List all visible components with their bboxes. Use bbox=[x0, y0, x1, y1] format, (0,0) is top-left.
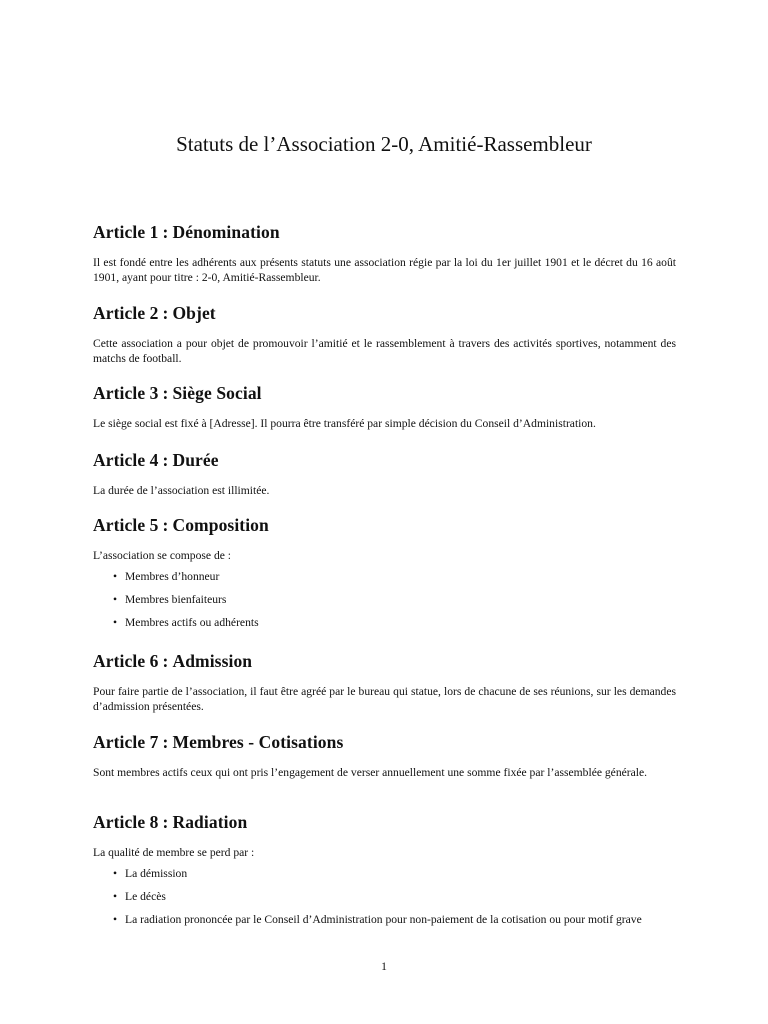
article-text: Sont membres actifs ceux qui ont pris l’engagement de verser annuellement une somme fixée par l’assemblée générale. bbox=[93, 766, 648, 779]
bullet-icon: • bbox=[113, 890, 118, 903]
bullet-icon: • bbox=[113, 570, 118, 583]
article-title: Durée bbox=[172, 450, 219, 470]
article-heading bbox=[93, 382, 676, 404]
radiation-list bbox=[93, 866, 676, 927]
article-number: Article 3 bbox=[93, 383, 159, 403]
article-heading bbox=[93, 514, 676, 536]
bullet-icon: • bbox=[113, 616, 118, 629]
article-text: La durée de l’association est illimitée. bbox=[93, 484, 270, 497]
article-text: Cette association a pour objet de promouvoir l’amitié et le rassemblement à travers des activités sportives, notamment des matchs de football. bbox=[93, 337, 676, 365]
article-heading bbox=[93, 449, 676, 471]
article-heading bbox=[93, 221, 676, 243]
article-3 bbox=[93, 382, 676, 431]
list-item-text: Membres actifs ou adhérents bbox=[125, 616, 259, 629]
article-1 bbox=[93, 221, 676, 285]
list-item bbox=[113, 569, 676, 584]
article-text: L’association se compose de : bbox=[93, 549, 232, 562]
article-text: Le siège social est fixé à [Adresse]. Il pourra être transféré par simple décision du Conseil d’Administration. bbox=[93, 417, 596, 430]
bullet-icon: • bbox=[113, 593, 118, 606]
list-item-text: La démission bbox=[125, 867, 188, 880]
list-item bbox=[113, 615, 676, 630]
article-6 bbox=[93, 650, 676, 714]
list-item bbox=[113, 889, 676, 904]
article-2 bbox=[93, 302, 676, 366]
article-number: Article 4 bbox=[93, 450, 159, 470]
article-4 bbox=[93, 449, 676, 498]
article-8 bbox=[93, 811, 676, 935]
list-item-text: La radiation prononcée par le Conseil d’Administration pour non-paiement de la cotisation ou pour motif grave bbox=[125, 913, 642, 926]
article-title: Objet bbox=[172, 303, 216, 323]
article-text: La qualité de membre se perd par : bbox=[93, 846, 255, 859]
article-7 bbox=[93, 731, 676, 780]
heading-separator: : bbox=[162, 450, 169, 470]
article-number: Article 6 bbox=[93, 651, 159, 671]
article-number: Article 8 bbox=[93, 812, 159, 832]
heading-separator: : bbox=[162, 651, 169, 671]
article-heading bbox=[93, 650, 676, 672]
heading-separator: : bbox=[162, 383, 169, 403]
heading-separator: : bbox=[162, 812, 169, 832]
article-text: Pour faire partie de l’association, il faut être agréé par le bureau qui statue, lors de chacune de ses réunions, sur les demandes d’admission présentées. bbox=[93, 685, 676, 713]
heading-separator: : bbox=[162, 303, 169, 323]
heading-separator: : bbox=[162, 515, 169, 535]
bullet-icon: • bbox=[113, 867, 118, 880]
article-heading bbox=[93, 811, 676, 833]
article-text: Il est fondé entre les adhérents aux présents statuts une association régie par la loi du 1er juillet 1901 et le décret du 16 août 1901, ayant pour titre : 2-0, Amitié-Rassembleur. bbox=[93, 256, 676, 284]
article-title: Radiation bbox=[172, 812, 248, 832]
article-number: Article 2 bbox=[93, 303, 159, 323]
article-title: Membres - Cotisations bbox=[172, 732, 344, 752]
heading-separator: : bbox=[162, 222, 169, 242]
list-item-text: Membres bienfaiteurs bbox=[125, 593, 227, 606]
article-title: Siège Social bbox=[172, 383, 262, 403]
composition-list bbox=[93, 569, 676, 630]
article-title: Dénomination bbox=[172, 222, 280, 242]
article-heading bbox=[93, 731, 676, 753]
article-number: Article 7 bbox=[93, 732, 159, 752]
list-item bbox=[113, 866, 676, 881]
article-number: Article 1 bbox=[93, 222, 159, 242]
heading-separator: : bbox=[162, 732, 169, 752]
page-number: 1 bbox=[381, 960, 387, 973]
list-item-text: Le décès bbox=[125, 890, 166, 903]
list-item bbox=[113, 592, 676, 607]
article-number: Article 5 bbox=[93, 515, 159, 535]
article-5 bbox=[93, 514, 676, 638]
bullet-icon: • bbox=[113, 913, 118, 926]
article-title: Admission bbox=[172, 651, 253, 671]
list-item bbox=[113, 912, 676, 927]
list-item-text: Membres d’honneur bbox=[125, 570, 220, 583]
article-heading bbox=[93, 302, 676, 324]
article-title: Composition bbox=[172, 515, 269, 535]
document-title: Statuts de l’Association 2-0, Amitié-Rassembleur bbox=[176, 132, 592, 156]
